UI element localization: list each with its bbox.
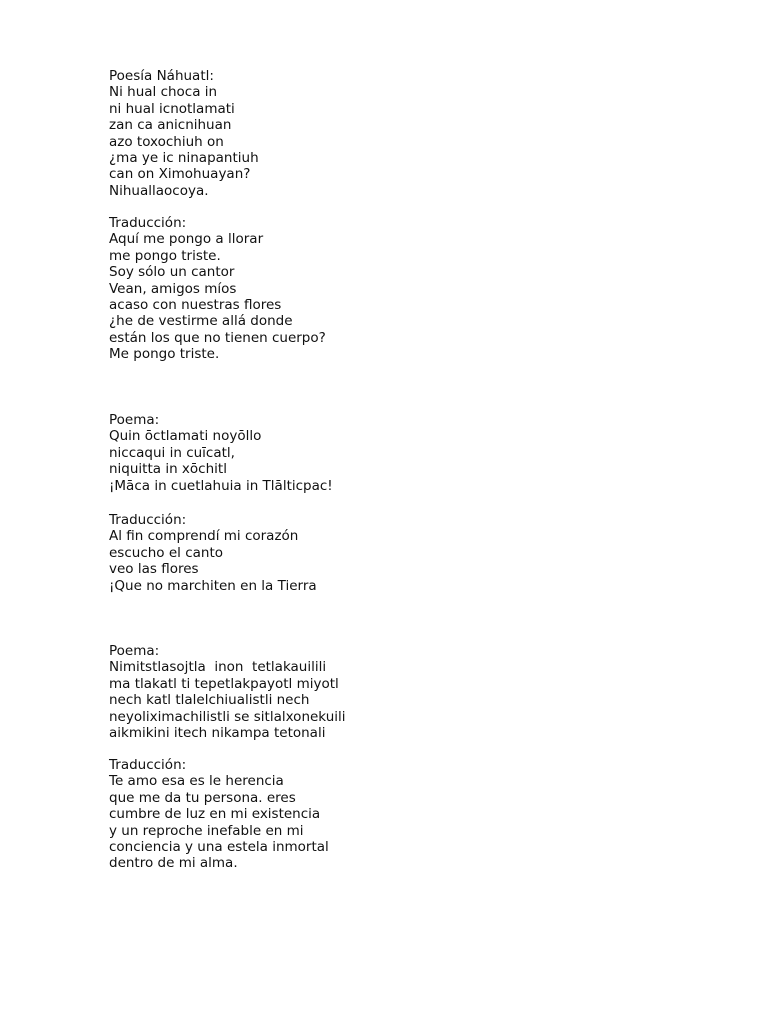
poem-line: Nihuallaocoya.: [109, 182, 209, 199]
translation-line: Te amo esa es le herencia: [109, 773, 284, 790]
poem-2-translation: [109, 512, 317, 594]
poem-line: neyoliximachilistli se sitlalxonekuili: [109, 708, 346, 725]
poem-line: aikmikini itech nikampa tetonali: [109, 724, 326, 741]
poem-1-original: [109, 68, 259, 199]
translation-heading: Traducción:: [109, 757, 187, 773]
poem-line: ¡Māca in cuetlahuia in Tlālticpac!: [109, 477, 333, 494]
translation-line: cumbre de luz en mi existencia: [109, 806, 321, 823]
poem-line: ni hual icnotlamati: [109, 100, 235, 117]
translation-line: conciencia y una estela inmortal: [109, 838, 329, 855]
translation-heading: Traducción:: [109, 512, 187, 528]
poem-line: niquitta in xōchitl: [109, 461, 227, 478]
translation-line: ¡Que no marchiten en la Tierra: [109, 577, 317, 594]
translation-line: dentro de mi alma.: [109, 855, 238, 872]
translation-line: escucho el canto: [109, 544, 223, 561]
translation-line: están los que no tienen cuerpo?: [109, 329, 326, 346]
poem-heading: Poesía Náhuatl:: [109, 68, 214, 84]
poem-line: azo toxochiuh on: [109, 133, 224, 150]
translation-line: y un reproche inefable en mi: [109, 822, 304, 839]
poem-line: Ni hual choca in: [109, 84, 218, 101]
translation-heading: Traducción:: [109, 215, 187, 231]
poem-3-translation: [109, 757, 329, 872]
translation-line: ¿he de vestirme allá donde: [109, 313, 293, 330]
translation-line: me pongo triste.: [109, 247, 221, 264]
translation-line: Aquí me pongo a llorar: [109, 231, 264, 248]
poem-line: ¿ma ye ic ninapantiuh: [109, 149, 259, 166]
poem-2-original: [109, 412, 333, 494]
poem-line: niccaqui in cuīcatl,: [109, 444, 235, 461]
translation-line: acaso con nuestras flores: [109, 296, 282, 313]
translation-line: Me pongo triste.: [109, 346, 220, 363]
poem-line: can on Ximohuayan?: [109, 166, 251, 183]
poem-line: Nimitstlasojtla inon tetlakauilili: [109, 659, 327, 676]
translation-line: Soy sólo un cantor: [109, 264, 235, 281]
poem-line: Quin ōctlamati noyōllo: [109, 428, 262, 445]
translation-line: Vean, amigos míos: [109, 280, 237, 297]
poem-heading: Poema:: [109, 412, 160, 428]
poem-line: nech katl tlalelchiualistli nech: [109, 692, 310, 709]
poem-line: ma tlakatl ti tepetlakpayotl miyotl: [109, 675, 339, 692]
translation-line: que me da tu persona. eres: [109, 789, 296, 806]
translation-line: veo las flores: [109, 561, 199, 578]
poem-line: zan ca anicnihuan: [109, 117, 232, 134]
translation-line: Al fin comprendí mi corazón: [109, 528, 299, 545]
poem-3-original: [109, 643, 346, 741]
poem-1-translation: [109, 215, 326, 363]
poem-heading: Poema:: [109, 643, 160, 659]
